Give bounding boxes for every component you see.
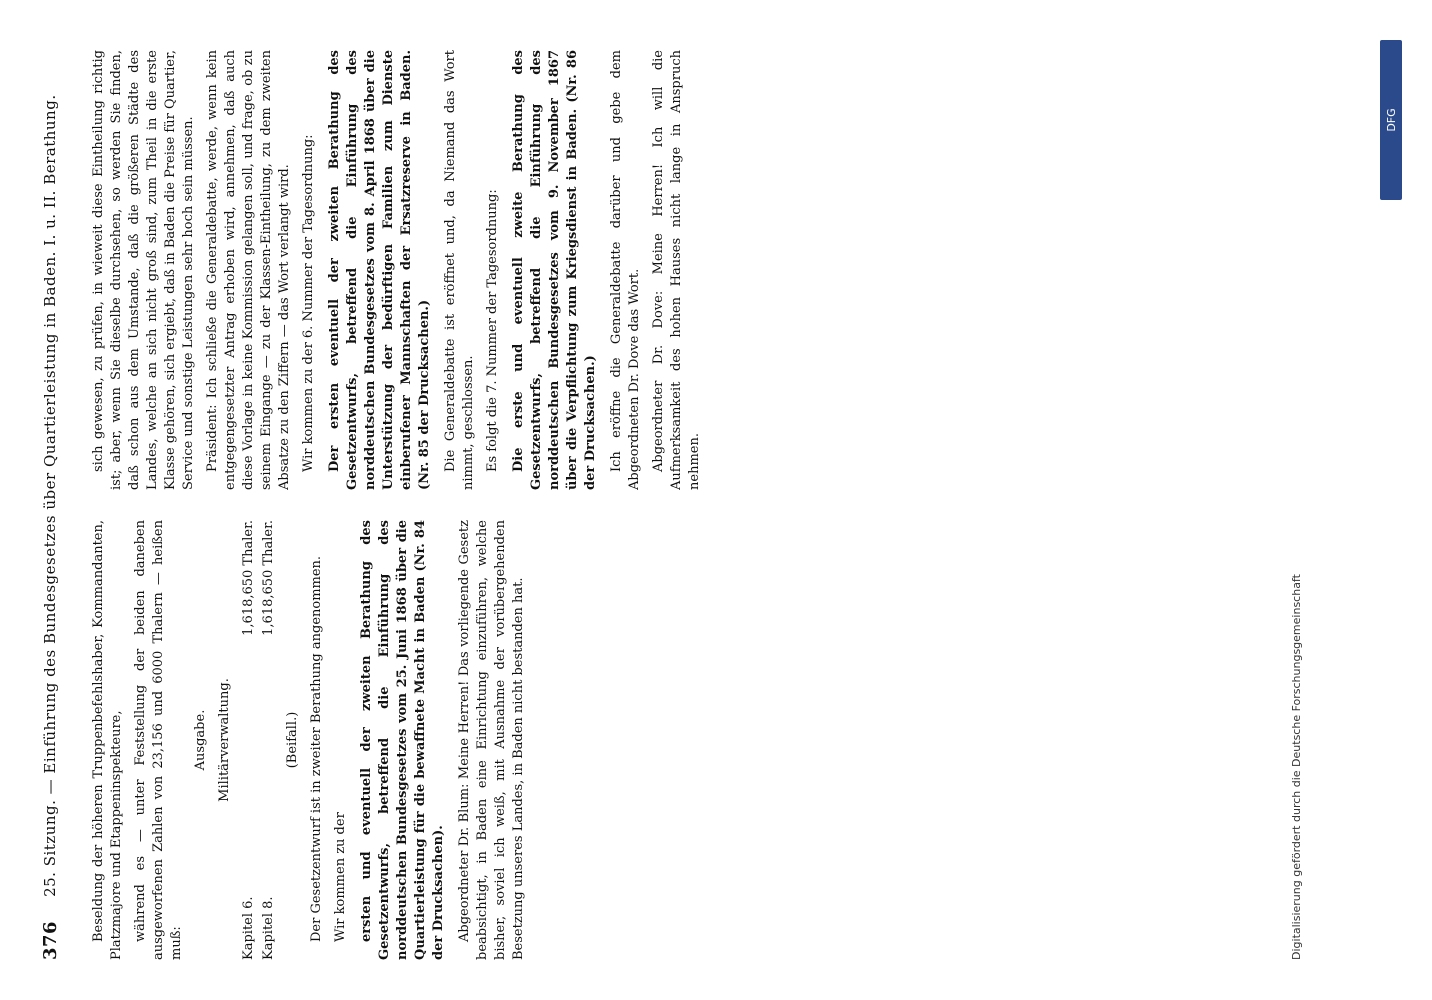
- budget-entry-label: Kapitel 6.: [241, 896, 256, 960]
- statement: Der Gesetzentwurf ist in zweiter Berathung angenommen.: [309, 555, 324, 942]
- digitization-note: Digitalisierung gefördert durch die Deutsche Forschungsgemeinschaft: [1290, 574, 1303, 960]
- agenda-heading: Die erste und eventuell zweite Berathung des Gesetzentwurfs, betreffend die Einführung des norddeutschen Bundesgesetzes vom 9. November 1867 über die Verpflichtung zum Kriegsdienst in Baden. (Nr. 86 der Drucksachen.): [511, 50, 598, 490]
- speaker-paragraph: Abgeordneter Dr. Dove: Meine Herren! Ich will die Aufmerksamkeit des hohen Hauses nicht lange in Anspruch nehmen.: [651, 50, 702, 490]
- agenda-heading: Der ersten eventuell der zweiten Berathung des Gesetzentwurfs, betreffend die Einführung des norddeutschen Bundesgesetzes vom 8. April 1868 über die Unterstützung der bedürftigen Familien zum Dienste einberufener Mannschaften der Ersatzreserve in Baden. (Nr. 85 der Drucksachen.): [327, 50, 432, 490]
- paragraph: Die Generaldebatte ist eröffnet und, da Niemand das Wort nimmt, geschlossen.: [443, 50, 476, 490]
- budget-entry: [260, 520, 278, 960]
- budget-entry-label: Kapitel 8.: [261, 896, 276, 960]
- applause-note: (Beifall.): [285, 711, 300, 769]
- budget-subtitle: Militärverwaltung.: [217, 678, 232, 802]
- paragraph: Beseldung der höheren Truppenbefehlshaber, Kommandanten, Platzmajore und Etappeninspekteure,: [91, 520, 124, 960]
- agenda-intro: Wir kommen zu der 6. Nummer der Tagesordnung:: [301, 134, 316, 472]
- agenda-heading: ersten und eventuell der zweiten Berathung des Gesetzentwurfs, betreffend die Einführung des norddeutschen Bundesgesetzes vom 25. Juni 1868 über die Quartierleistung für die bewaffnete Macht in Baden (Nr. 84 der Drucksachen).: [359, 520, 446, 960]
- budget-entry-value: 1,618,650 Thaler.: [241, 520, 256, 636]
- right-column: [90, 50, 1230, 490]
- page-title: 25. Sitzung. — Einführung des Bundesgesetzes über Quartierleistung in Baden. I. u. II. Berathung.: [41, 94, 59, 897]
- agenda-intro: Es folgt die 7. Nummer der Tagesordnung:: [485, 189, 500, 472]
- left-column: [90, 520, 1230, 960]
- paragraph: Ich eröffne die Generaldebatte darüber und gebe dem Abgeordneten Dr. Dove das Wort.: [609, 50, 642, 490]
- agenda-intro: Wir kommen zu der: [333, 812, 348, 942]
- speaker-paragraph: Abgeordneter Dr. Blum: Meine Herren! Das vorliegende Gesetz beabsichtigt, in Baden eine Einrichtung einzuführen, welche bisher, soviel ich weiß, mit Ausnahme der vorübergehenden Besetzung unseres Landes, in Baden nicht bestanden hat.: [457, 520, 526, 960]
- paragraph: sich gewesen, zu prüfen, in wieweit diese Eintheilung richtig ist; aber, wenn Sie dieselbe durchsehen, so werden Sie finden, daß schon aus dem Umstande, daß die größeren Städte des Landes, welche an sich nicht groß sind, zum Theil in die erste Klasse gehören, sich ergiebt, daß in Baden die Preise für Quartier, Service und sonstige Leistungen sehr hoch sein müssen.: [91, 50, 196, 490]
- president-paragraph: Präsident: Ich schließe die Generaldebatte, werde, wenn kein entgegengesetzter Antrag erhoben wird, annehmen, daß auch diese Vorlage in keine Kommission gelangen soll, und frage, ob zu seinem Eingange — zu der Klassen-Eintheilung, zu dem zweiten Absatze zu den Ziffern — das Wort verlangt wird.: [205, 50, 292, 490]
- page-header: [30, 60, 70, 960]
- page-number: 376: [39, 920, 61, 960]
- budget-entry-value: 1,618,650 Thaler.: [261, 520, 276, 636]
- paragraph: während es — unter Feststellung der beiden daneben ausgeworfenen Zahlen von 23,156 und 6000 Thalern — heißen muß:: [133, 520, 184, 960]
- dfg-logo: DFG: [1380, 40, 1402, 200]
- budget-title: Ausgabe.: [193, 709, 208, 771]
- budget-entry: [240, 520, 258, 960]
